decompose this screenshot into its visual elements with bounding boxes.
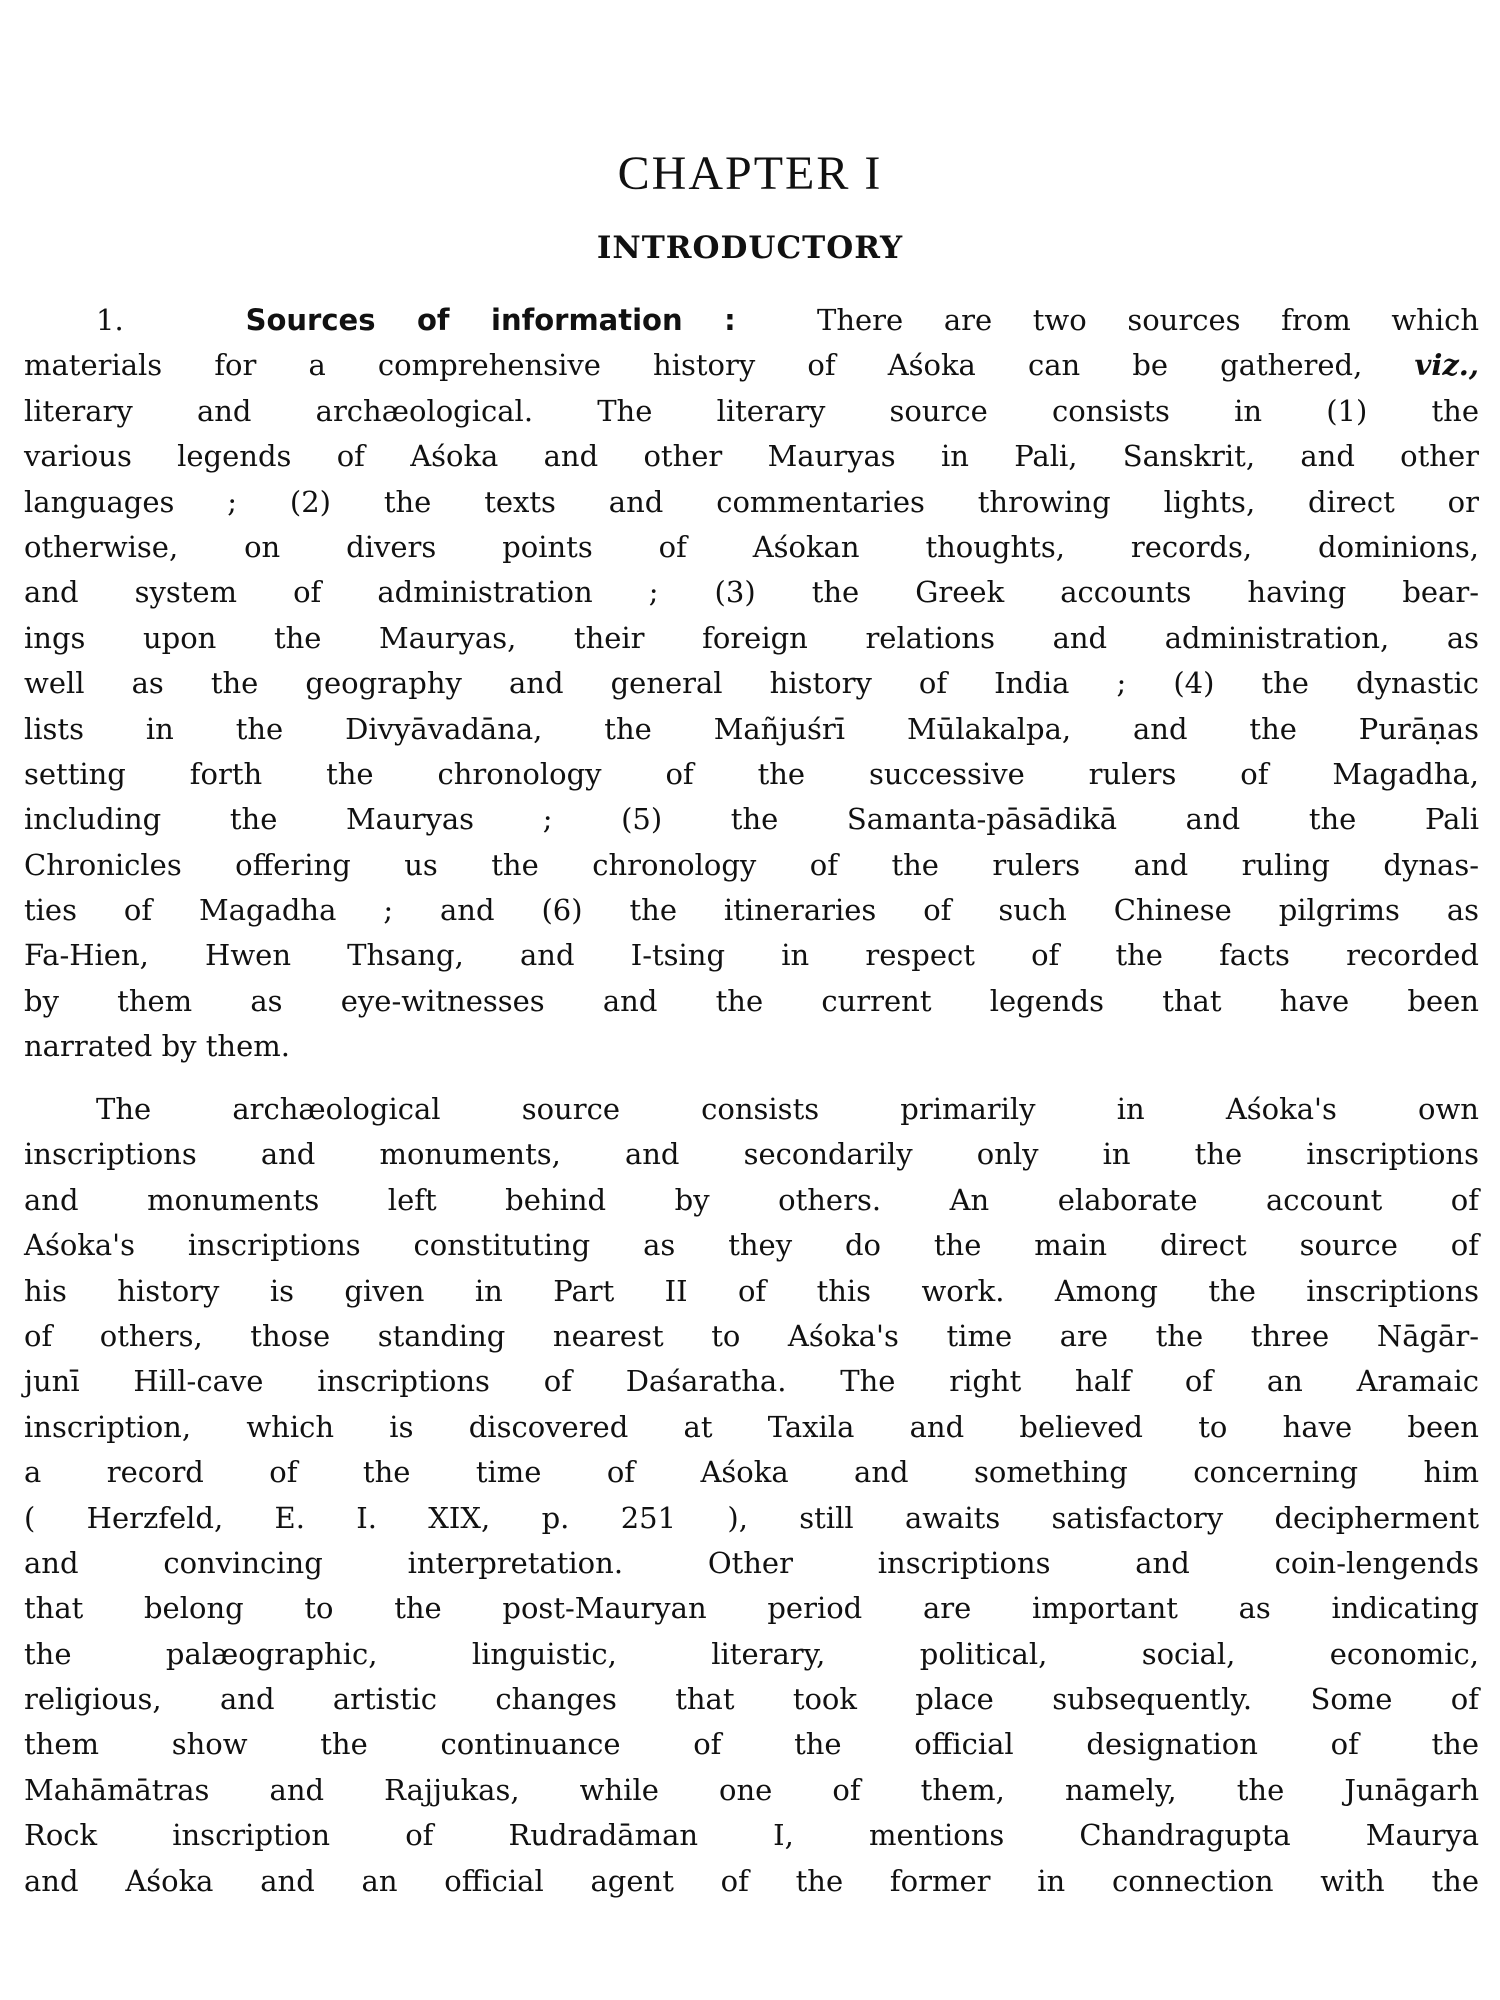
paragraph-first-line bbox=[24, 298, 1479, 343]
section-title: INTRODUCTORY bbox=[596, 230, 904, 266]
paragraph-line: Rock inscription of Rudradāman I, mentions Chandragupta Maurya bbox=[24, 1818, 1479, 1853]
paragraph-line: by them as eye-witnesses and the current legends that have been bbox=[24, 983, 1479, 1018]
paragraph-line: that belong to the post-Mauryan period are important as indicating bbox=[24, 1591, 1479, 1626]
paragraph-line: well as the geography and general history of India ; (4) the dynastic bbox=[24, 666, 1479, 701]
section-number: 1. bbox=[96, 303, 124, 337]
paragraph-line: otherwise, on divers points of Aśokan thoughts, records, dominions, bbox=[24, 529, 1479, 564]
paragraph-line: setting forth the chronology of the successive rulers of Magadha, bbox=[24, 756, 1479, 791]
paragraph-line: ( Herzfeld, E. I. XIX, p. 251 ), still awaits satisfactory decipherment bbox=[24, 1500, 1479, 1535]
paragraph-archaeological-source bbox=[24, 1087, 1479, 1904]
paragraph-line: Mahāmātras and Rajjukas, while one of them, namely, the Junāgarh bbox=[24, 1772, 1479, 1807]
paragraph-line: a record of the time of Aśoka and something concerning him bbox=[24, 1455, 1479, 1490]
paragraph-line: ings upon the Mauryas, their foreign relations and administration, as bbox=[24, 620, 1479, 655]
chapter-heading: CHAPTER I bbox=[617, 147, 883, 200]
paragraph-line: including the Mauryas ; (5) the Samanta-pāsādikā and the Pali bbox=[24, 802, 1479, 837]
paragraph1-lines bbox=[24, 389, 1479, 1070]
paragraph-line: of others, those standing nearest to Aśoka's time are the three Nāgār- bbox=[24, 1318, 1479, 1353]
paragraph-line: junī Hill-cave inscriptions of Daśaratha. The right half of an Aramaic bbox=[24, 1364, 1479, 1399]
paragraph-line: Chronicles offering us the chronology of the rulers and ruling dynas- bbox=[24, 847, 1479, 882]
paragraph-line: Aśoka's inscriptions constituting as they do the main direct source of bbox=[24, 1228, 1479, 1263]
first-line-text: There are two sources from which bbox=[816, 303, 1480, 337]
paragraph-line bbox=[24, 343, 1479, 388]
paragraph-line: and system of administration ; (3) the Greek accounts having bear- bbox=[24, 575, 1479, 610]
section-lead-in: Sources of information : bbox=[245, 303, 736, 337]
paragraph-line: them show the continuance of the official designation of the bbox=[24, 1727, 1479, 1762]
paragraph-line: inscription, which is discovered at Taxila and believed to have been bbox=[24, 1409, 1479, 1444]
paragraph-line: and Aśoka and an official agent of the former in connection with the bbox=[24, 1863, 1479, 1898]
paragraph-line: inscriptions and monuments, and secondarily only in the inscriptions bbox=[24, 1137, 1479, 1172]
paragraph-line: lists in the Divyāvadāna, the Mañjuśrī Mūlakalpa, and the Purāṇas bbox=[24, 711, 1479, 746]
paragraph-line: and convincing interpretation. Other inscriptions and coin-lengends bbox=[24, 1545, 1479, 1580]
paragraph-line: languages ; (2) the texts and commentaries throwing lights, direct or bbox=[24, 484, 1479, 519]
paragraph-line: The archæological source consists primarily in Aśoka's own bbox=[96, 1092, 1479, 1126]
paragraph-line: various legends of Aśoka and other Mauryas in Pali, Sanskrit, and other bbox=[24, 439, 1479, 474]
viz-abbreviation: viz., bbox=[1414, 348, 1479, 383]
paragraph-sources-of-information bbox=[24, 298, 1479, 1070]
paragraph-line: his history is given in Part II of this work. Among the inscriptions bbox=[24, 1273, 1479, 1308]
paragraph-line: and monuments left behind by others. An elaborate account of bbox=[24, 1182, 1479, 1217]
paragraph-line: Fa-Hien, Hwen Thsang, and I-tsing in respect of the facts recorded bbox=[24, 938, 1479, 973]
paragraph-line: religious, and artistic changes that took place subsequently. Some of bbox=[24, 1682, 1479, 1717]
paragraph-line: ties of Magadha ; and (6) the itineraries of such Chinese pilgrims as bbox=[24, 893, 1479, 928]
paragraph-line: the palæographic, linguistic, literary, political, social, economic, bbox=[24, 1636, 1479, 1671]
paragraph-line: literary and archæological. The literary source consists in (1) the bbox=[24, 393, 1479, 428]
paragraph-line: narrated by them. bbox=[24, 1029, 290, 1064]
line-text: materials for a comprehensive history of Aśoka can be gathered, bbox=[24, 348, 1363, 383]
